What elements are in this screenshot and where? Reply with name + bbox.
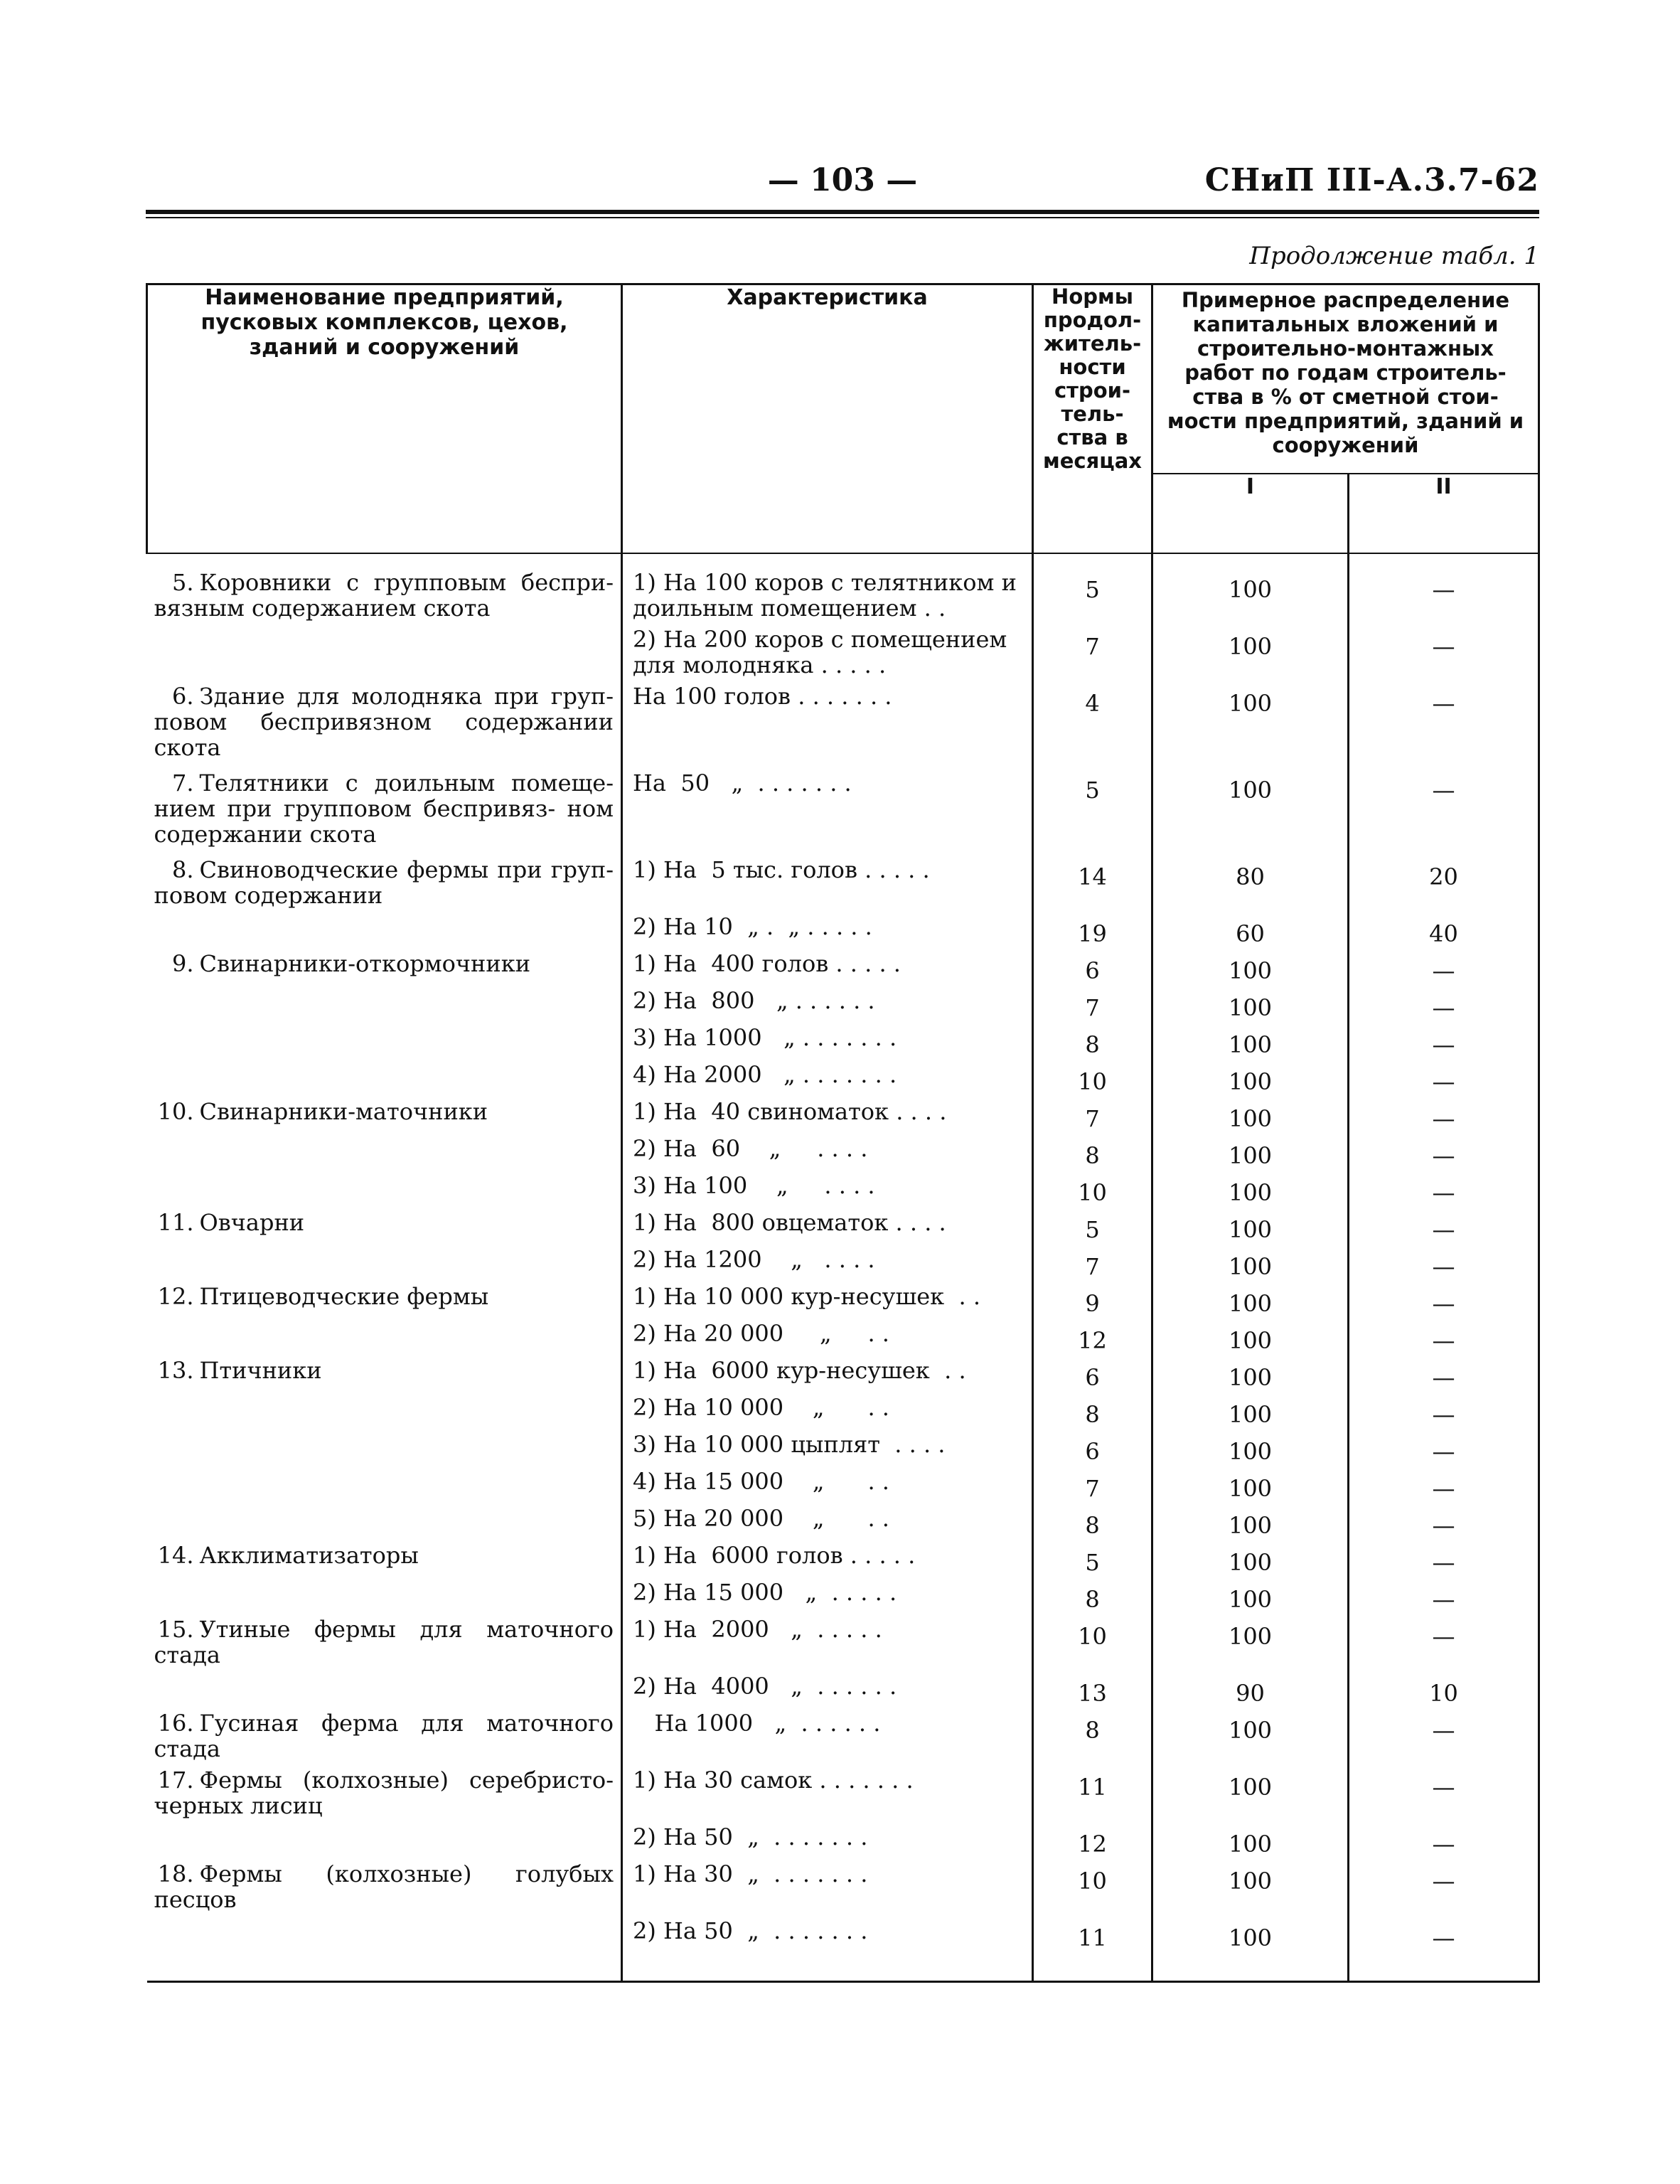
cell-characteristic: 5) На 20 000 „ . . (622, 1503, 1033, 1540)
cell-year-1: 100 (1152, 1540, 1349, 1577)
cell-characteristic: На 1000 „ . . . . . . (622, 1708, 1033, 1764)
cell-year-1: 100 (1152, 1207, 1349, 1244)
cell-name (147, 1577, 622, 1614)
cell-year-1: 100 (1152, 1614, 1349, 1671)
cell-name (147, 1318, 622, 1355)
table-row (147, 1764, 1539, 1821)
table-row (147, 567, 1539, 624)
table-row (147, 1096, 1539, 1133)
cell-months: 10 (1033, 1170, 1152, 1207)
col-header-norms: Нормы продол- житель- ности строи- тель- ства в месяцах (1033, 284, 1152, 554)
cell-months: 8 (1033, 1022, 1152, 1059)
cell-characteristic: 2) На 15 000 „ . . . . . (622, 1577, 1033, 1614)
cell-year-2: — (1349, 1821, 1539, 1858)
cell-characteristic: 2) На 50 „ . . . . . . . (622, 1915, 1033, 1952)
cell-year-1: 100 (1152, 1318, 1349, 1355)
cell-characteristic: 1) На 100 коров с телятником и доильным помещением . . (622, 567, 1033, 624)
facility-name: Птицеводческие фермы (199, 1283, 489, 1310)
page-number: — 103 — (767, 162, 918, 198)
cell-months: 8 (1033, 1503, 1152, 1540)
cell-months: 7 (1033, 1466, 1152, 1503)
cell-months: 8 (1033, 1577, 1152, 1614)
cell-months: 5 (1033, 767, 1152, 854)
cell-name (147, 1355, 622, 1392)
cell-year-1: 100 (1152, 1170, 1349, 1207)
cell-months: 12 (1033, 1821, 1152, 1858)
cell-name (147, 1858, 622, 1915)
table-row (147, 1915, 1539, 1952)
row-number: 11. (157, 1209, 194, 1236)
table-row (147, 1540, 1539, 1577)
facility-name: Здание для молодняка при груп- повом беспривязном содержании скота (154, 683, 614, 761)
cell-year-1: 100 (1152, 767, 1349, 854)
cell-year-2: — (1349, 767, 1539, 854)
facility-name: Свинарники-откормочники (199, 950, 531, 977)
cell-characteristic: 3) На 10 000 цыплят . . . . (622, 1429, 1033, 1466)
cell-name (147, 1671, 622, 1708)
cell-year-1: 100 (1152, 1244, 1349, 1281)
table-row (147, 1429, 1539, 1466)
cell-year-1: 100 (1152, 567, 1349, 624)
table-row (147, 1022, 1539, 1059)
cell-name (147, 1614, 622, 1671)
cell-months: 5 (1033, 1207, 1152, 1244)
cell-characteristic: 1) На 800 овцематок . . . . (622, 1207, 1033, 1244)
cell-characteristic: 1) На 6000 голов . . . . . (622, 1540, 1033, 1577)
cell-year-1: 100 (1152, 1577, 1349, 1614)
cell-name (147, 1392, 622, 1429)
cell-name (147, 1540, 622, 1577)
cell-year-2: — (1349, 567, 1539, 624)
table-row (147, 1821, 1539, 1858)
cell-characteristic: 3) На 100 „ . . . . (622, 1170, 1033, 1207)
page-header (146, 162, 1539, 205)
cell-months: 19 (1033, 911, 1152, 948)
cell-year-1: 60 (1152, 911, 1349, 948)
facility-name: Телятники с доильным помеще- нием при групповом беспривяз- ном содержании скота (154, 769, 614, 848)
col-header-characteristic: Характеристика (622, 284, 1033, 554)
table-row (147, 985, 1539, 1022)
cell-year-2: — (1349, 624, 1539, 681)
cell-characteristic: 1) На 40 свиноматок . . . . (622, 1096, 1033, 1133)
cell-year-2: — (1349, 1355, 1539, 1392)
table-row (147, 767, 1539, 854)
cell-year-2: — (1349, 1764, 1539, 1821)
cell-name (147, 1429, 622, 1466)
cell-months: 7 (1033, 624, 1152, 681)
cell-months: 8 (1033, 1133, 1152, 1170)
cell-characteristic: На 100 голов . . . . . . . (622, 681, 1033, 767)
cell-year-2: — (1349, 1318, 1539, 1355)
cell-year-1: 100 (1152, 624, 1349, 681)
cell-characteristic: 1) На 6000 кур-несушек . . (622, 1355, 1033, 1392)
col-header-name: Наименование предприятий, пусковых комплексов, цехов, зданий и сооружений (147, 284, 622, 554)
table-row (147, 1708, 1539, 1764)
cell-year-1: 100 (1152, 1059, 1349, 1096)
table-row (147, 1059, 1539, 1096)
cell-months: 6 (1033, 1355, 1152, 1392)
norms-table (146, 283, 1540, 1983)
table-row (147, 948, 1539, 985)
cell-year-2: — (1349, 1858, 1539, 1915)
facility-name: Акклиматизаторы (199, 1542, 419, 1569)
table-row (147, 1207, 1539, 1244)
table-row (147, 1133, 1539, 1170)
cell-characteristic: 2) На 1200 „ . . . . (622, 1244, 1033, 1281)
cell-year-2: — (1349, 1207, 1539, 1244)
col-header-year-1: I (1152, 474, 1349, 553)
cell-year-2: 40 (1349, 911, 1539, 948)
table-bottom-cell (1349, 1952, 1539, 1982)
table-row (147, 1858, 1539, 1915)
cell-name (147, 1281, 622, 1318)
table-row (147, 1466, 1539, 1503)
row-number: 17. (157, 1767, 194, 1794)
cell-characteristic: На 50 „ . . . . . . . (622, 767, 1033, 854)
facility-name: Коровники с групповым беспри- вязным содержанием скота (154, 569, 614, 622)
cell-year-1: 100 (1152, 1133, 1349, 1170)
row-number: 12. (157, 1283, 194, 1310)
table-row (147, 1671, 1539, 1708)
cell-year-1: 100 (1152, 1821, 1349, 1858)
cell-name (147, 567, 622, 624)
facility-name: Фермы (колхозные) серебристо- черных лисиц (154, 1767, 614, 1819)
cell-months: 7 (1033, 1244, 1152, 1281)
table-continuation-note: Продолжение табл. 1 (1249, 242, 1539, 270)
cell-characteristic: 2) На 50 „ . . . . . . . (622, 1821, 1033, 1858)
cell-months: 10 (1033, 1614, 1152, 1671)
row-number: 18. (157, 1860, 194, 1887)
cell-year-2: — (1349, 1503, 1539, 1540)
cell-name (147, 1708, 622, 1764)
cell-months: 11 (1033, 1764, 1152, 1821)
cell-year-1: 100 (1152, 1355, 1349, 1392)
table-row (147, 1577, 1539, 1614)
spacer-cell (147, 553, 622, 567)
cell-year-2: — (1349, 1244, 1539, 1281)
cell-year-1: 100 (1152, 1915, 1349, 1952)
cell-year-2: — (1349, 1466, 1539, 1503)
cell-name (147, 1503, 622, 1540)
table-row (147, 1244, 1539, 1281)
cell-year-1: 100 (1152, 1466, 1349, 1503)
cell-year-2: — (1349, 1915, 1539, 1952)
facility-name: Овчарни (199, 1209, 305, 1236)
table-row (147, 681, 1539, 767)
cell-name (147, 1170, 622, 1207)
cell-months: 13 (1033, 1671, 1152, 1708)
cell-name (147, 1022, 622, 1059)
cell-year-2: — (1349, 1096, 1539, 1133)
facility-name: Свинарники-маточники (199, 1098, 488, 1125)
cell-year-2: — (1349, 1540, 1539, 1577)
table-bottom-cell (147, 1952, 622, 1982)
cell-characteristic: 2) На 4000 „ . . . . . . (622, 1671, 1033, 1708)
cell-name (147, 1207, 622, 1244)
cell-name (147, 1466, 622, 1503)
facility-name: Утиные фермы для маточного стада (154, 1616, 614, 1668)
row-number: 6. (171, 683, 194, 710)
cell-name (147, 767, 622, 854)
spacer-cell (1349, 553, 1539, 567)
table-bottom-cell (1152, 1952, 1349, 1982)
cell-months: 6 (1033, 1429, 1152, 1466)
table-row (147, 1392, 1539, 1429)
cell-name (147, 911, 622, 948)
cell-characteristic: 3) На 1000 „ . . . . . . . (622, 1022, 1033, 1059)
spacer-cell (1152, 553, 1349, 567)
cell-characteristic: 2) На 10 000 „ . . (622, 1392, 1033, 1429)
row-number: 16. (157, 1710, 194, 1737)
cell-characteristic: 2) На 800 „ . . . . . . (622, 985, 1033, 1022)
cell-characteristic: 2) На 200 коров с помещением для молодняка . . . . . (622, 624, 1033, 681)
table-row (147, 624, 1539, 681)
cell-year-2: — (1349, 948, 1539, 985)
row-number: 8. (171, 856, 194, 883)
table-bottom-cell (1033, 1952, 1152, 1982)
cell-year-1: 100 (1152, 1096, 1349, 1133)
cell-name (147, 1764, 622, 1821)
cell-year-1: 100 (1152, 1764, 1349, 1821)
cell-name (147, 624, 622, 681)
cell-year-2: 20 (1349, 854, 1539, 911)
table-row (147, 911, 1539, 948)
cell-year-1: 90 (1152, 1671, 1349, 1708)
cell-year-2: — (1349, 1614, 1539, 1671)
cell-year-1: 100 (1152, 681, 1349, 767)
cell-name (147, 1096, 622, 1133)
row-number: 7. (171, 769, 194, 797)
cell-characteristic: 2) На 10 „ . „ . . . . . (622, 911, 1033, 948)
cell-year-1: 100 (1152, 948, 1349, 985)
cell-months: 6 (1033, 948, 1152, 985)
cell-year-2: — (1349, 1429, 1539, 1466)
spacer-cell (622, 553, 1033, 567)
facility-name: Свиноводческие фермы при груп- повом содержании (154, 856, 614, 909)
table-row (147, 1170, 1539, 1207)
cell-characteristic: 1) На 5 тыс. голов . . . . . (622, 854, 1033, 911)
document-code: СНиП III-А.3.7-62 (1204, 162, 1539, 198)
cell-name (147, 681, 622, 767)
cell-year-1: 80 (1152, 854, 1349, 911)
cell-name (147, 1821, 622, 1858)
cell-year-1: 100 (1152, 1708, 1349, 1764)
cell-year-1: 100 (1152, 1392, 1349, 1429)
cell-name (147, 1059, 622, 1096)
row-number: 14. (157, 1542, 194, 1569)
cell-characteristic: 1) На 30 „ . . . . . . . (622, 1858, 1033, 1915)
cell-year-2: — (1349, 681, 1539, 767)
cell-months: 4 (1033, 681, 1152, 767)
table-row (147, 1355, 1539, 1392)
cell-year-2: — (1349, 1708, 1539, 1764)
facility-name: Птичники (199, 1357, 322, 1384)
cell-name (147, 1244, 622, 1281)
table-bottom-cell (622, 1952, 1033, 1982)
facility-name: Гусиная ферма для маточного стада (154, 1710, 614, 1762)
cell-year-2: — (1349, 1059, 1539, 1096)
table-row (147, 854, 1539, 911)
header-rule (146, 210, 1539, 214)
cell-name (147, 985, 622, 1022)
cell-name (147, 948, 622, 985)
cell-characteristic: 1) На 10 000 кур-несушек . . (622, 1281, 1033, 1318)
cell-year-2: 10 (1349, 1671, 1539, 1708)
cell-months: 8 (1033, 1392, 1152, 1429)
cell-months: 11 (1033, 1915, 1152, 1952)
cell-characteristic: 1) На 30 самок . . . . . . . (622, 1764, 1033, 1821)
cell-months: 7 (1033, 985, 1152, 1022)
cell-months: 9 (1033, 1281, 1152, 1318)
cell-year-2: — (1349, 1392, 1539, 1429)
cell-characteristic: 1) На 400 голов . . . . . (622, 948, 1033, 985)
spacer-cell (1033, 553, 1152, 567)
cell-characteristic: 4) На 15 000 „ . . (622, 1466, 1033, 1503)
cell-months: 10 (1033, 1858, 1152, 1915)
facility-name: Фермы (колхозные) голубых песцов (154, 1860, 614, 1913)
table-row (147, 1318, 1539, 1355)
cell-name (147, 1133, 622, 1170)
cell-year-2: — (1349, 985, 1539, 1022)
cell-year-1: 100 (1152, 1281, 1349, 1318)
cell-months: 5 (1033, 567, 1152, 624)
row-number: 5. (171, 569, 194, 596)
cell-year-1: 100 (1152, 1858, 1349, 1915)
cell-months: 14 (1033, 854, 1152, 911)
cell-months: 8 (1033, 1708, 1152, 1764)
cell-year-1: 100 (1152, 985, 1349, 1022)
table-row (147, 1281, 1539, 1318)
cell-months: 12 (1033, 1318, 1152, 1355)
cell-year-1: 100 (1152, 1429, 1349, 1466)
cell-characteristic: 2) На 60 „ . . . . (622, 1133, 1033, 1170)
cell-year-2: — (1349, 1577, 1539, 1614)
cell-months: 10 (1033, 1059, 1152, 1096)
cell-months: 7 (1033, 1096, 1152, 1133)
row-number: 13. (157, 1357, 194, 1384)
row-number: 15. (157, 1616, 194, 1643)
col-header-distribution: Примерное распределение капитальных вложений и строительно-монтажных работ по годам строитель- ства в % от сметной стои- мости предприятий, зданий и сооружений (1152, 284, 1539, 474)
cell-year-2: — (1349, 1022, 1539, 1059)
cell-year-1: 100 (1152, 1022, 1349, 1059)
cell-name (147, 1915, 622, 1952)
cell-characteristic: 1) На 2000 „ . . . . . (622, 1614, 1033, 1671)
header-rule-thin (146, 217, 1539, 218)
cell-months: 5 (1033, 1540, 1152, 1577)
row-number: 9. (171, 950, 194, 977)
cell-characteristic: 4) На 2000 „ . . . . . . . (622, 1059, 1033, 1096)
cell-name (147, 854, 622, 911)
row-number: 10. (157, 1098, 194, 1125)
cell-year-2: — (1349, 1170, 1539, 1207)
col-header-year-2: II (1349, 474, 1539, 553)
cell-year-2: — (1349, 1133, 1539, 1170)
cell-year-2: — (1349, 1281, 1539, 1318)
cell-year-1: 100 (1152, 1503, 1349, 1540)
table-row (147, 1614, 1539, 1671)
table-row (147, 1503, 1539, 1540)
cell-characteristic: 2) На 20 000 „ . . (622, 1318, 1033, 1355)
